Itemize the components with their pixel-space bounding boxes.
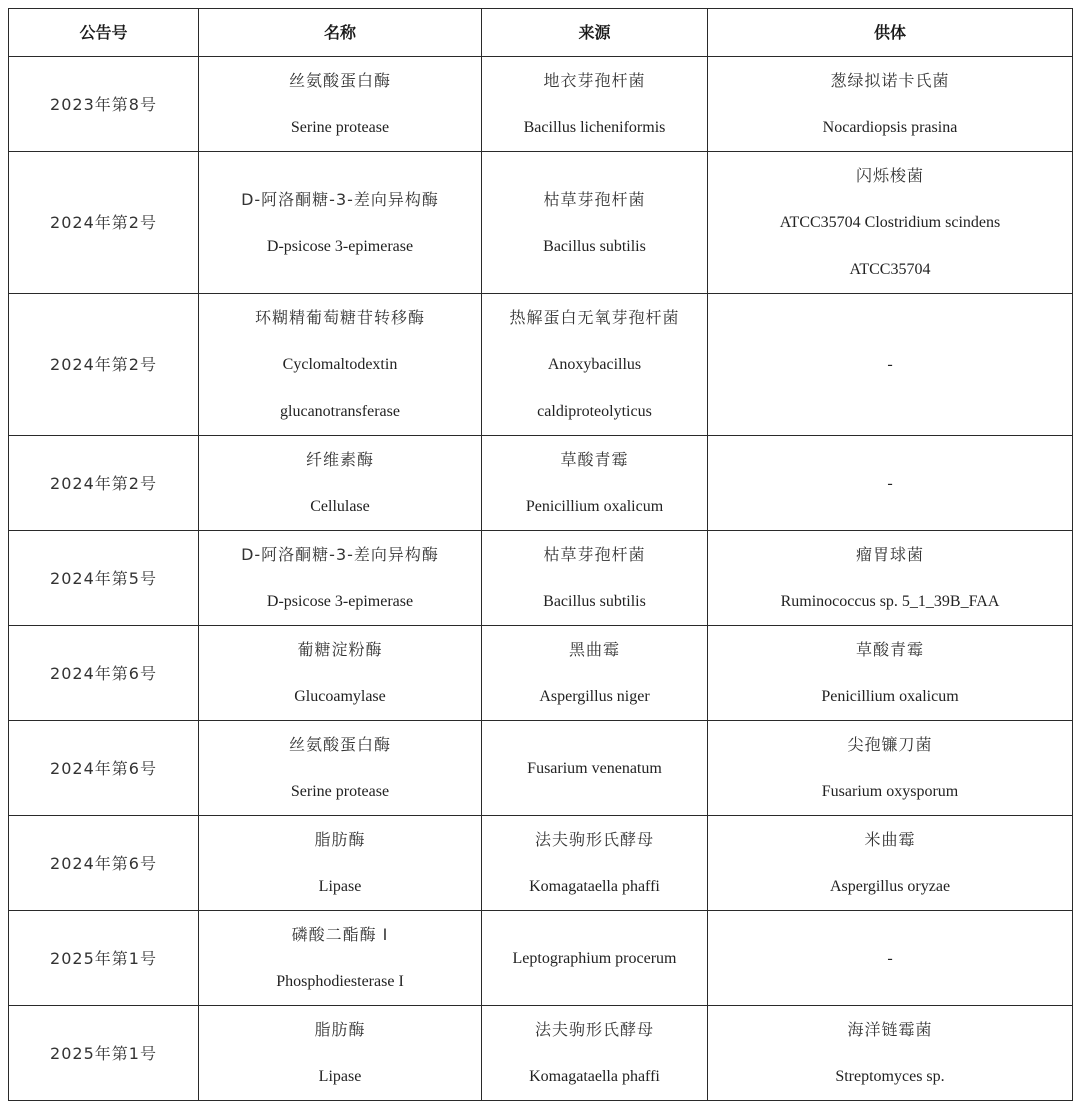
cell-announcement: 2024年第5号	[9, 531, 199, 626]
source-en-text: Bacillus subtilis	[543, 237, 646, 255]
table-row	[9, 626, 1073, 721]
cell-source	[482, 294, 708, 436]
source-cn-text: 法夫驹形氏酵母	[534, 1020, 654, 1039]
donor-cn-text: 草酸青霉	[855, 640, 924, 659]
table-row	[9, 816, 1073, 911]
donor-en-text: Nocardiopsis prasina	[822, 119, 958, 136]
cell-donor	[708, 816, 1073, 911]
cell-announcement: 2023年第8号	[9, 57, 199, 152]
table-row	[9, 911, 1073, 1006]
cell-name	[199, 57, 482, 152]
cell-donor	[708, 626, 1073, 721]
cell-source	[482, 152, 708, 294]
name-en-text: Cellulase	[310, 498, 370, 515]
source-en-text: Penicillium oxalicum	[525, 498, 664, 515]
cell-source	[482, 816, 708, 911]
name-cn-text: 纤维素酶	[305, 450, 374, 469]
donor-cn-text: 米曲霉	[864, 830, 916, 849]
cell-source	[482, 911, 708, 1006]
cell-name	[199, 436, 482, 531]
cell-donor	[708, 1006, 1073, 1101]
cell-name	[199, 911, 482, 1006]
name-cn-text: 丝氨酸蛋白酶	[288, 735, 391, 754]
name-cn-text: 脂肪酶	[314, 830, 366, 849]
name-en-text: Serine protease	[290, 119, 390, 136]
name-en-text: glucanotransferase	[280, 403, 400, 420]
name-cn-text: 环糊精葡萄糖苷转移酶	[254, 308, 425, 327]
donor-en-text: Penicillium oxalicum	[821, 688, 959, 705]
donor-en-text: Fusarium oxysporum	[821, 783, 959, 800]
cell-donor	[708, 531, 1073, 626]
cell-announcement: 2024年第2号	[9, 294, 199, 436]
name-cn-text: D-阿洛酮糖-3-差向异构酶	[241, 545, 439, 564]
donor-cn-text: 尖孢镰刀菌	[847, 735, 933, 754]
table-header	[9, 9, 1073, 57]
cell-name	[199, 1006, 482, 1101]
cell-announcement: 2024年第6号	[9, 626, 199, 721]
table-row	[9, 57, 1073, 152]
table-body	[9, 57, 1073, 1101]
source-cn-text: 地衣芽孢杆菌	[543, 71, 646, 90]
donor-en-text: -	[887, 949, 893, 967]
cell-donor	[708, 911, 1073, 1006]
cell-source	[482, 721, 708, 816]
donor-en-text: ATCC35704 Clostridium scindens	[779, 214, 1001, 231]
name-en-text: D-psicose 3-epimerase	[266, 237, 414, 255]
cell-name	[199, 626, 482, 721]
header-source: 来源	[482, 9, 708, 57]
donor-cn-text: 闪烁梭菌	[855, 166, 924, 185]
name-en-text: Cyclomaltodextin	[282, 356, 398, 373]
source-cn-text: 法夫驹形氏酵母	[534, 830, 654, 849]
donor-cn-text: 瘤胃球菌	[855, 545, 924, 564]
source-en-text: Aspergillus niger	[539, 688, 650, 705]
cell-donor	[708, 152, 1073, 294]
name-cn-text: D-阿洛酮糖-3-差向异构酶	[241, 189, 439, 209]
cell-announcement: 2025年第1号	[9, 1006, 199, 1101]
donor-en-text: -	[887, 474, 893, 492]
header-donor: 供体	[708, 9, 1073, 57]
cell-source	[482, 626, 708, 721]
cell-name	[199, 531, 482, 626]
cell-donor	[708, 436, 1073, 531]
source-cn-text: 草酸青霉	[560, 450, 629, 469]
donor-en-text: Aspergillus oryzae	[829, 878, 951, 895]
name-en-text: Lipase	[318, 1068, 362, 1085]
cell-name	[199, 294, 482, 436]
name-en-text: D-psicose 3-epimerase	[266, 593, 414, 610]
cell-source	[482, 1006, 708, 1101]
name-en-text: Phosphodiesterase I	[276, 973, 404, 990]
source-en-text: Bacillus subtilis	[543, 593, 646, 610]
source-en-text: Komagataella phaffi	[529, 1068, 660, 1085]
header-announcement: 公告号	[9, 9, 199, 57]
cell-name	[199, 816, 482, 911]
name-en-text: Serine protease	[290, 783, 390, 800]
source-cn-text: 枯草芽孢杆菌	[543, 545, 646, 564]
name-cn-text: 磷酸二酯酶 I	[291, 925, 389, 944]
donor-cn-text: 葱绿拟诺卡氏菌	[830, 71, 950, 90]
cell-announcement: 2024年第6号	[9, 816, 199, 911]
cell-donor	[708, 294, 1073, 436]
table-row	[9, 294, 1073, 436]
name-cn-text: 脂肪酶	[314, 1020, 366, 1039]
name-cn-text: 丝氨酸蛋白酶	[288, 71, 391, 90]
name-cn-text: 葡糖淀粉酶	[297, 640, 383, 659]
source-en-text: Leptographium procerum	[512, 949, 677, 967]
source-cn-text: 枯草芽孢杆菌	[543, 189, 646, 209]
source-cn-text: 黑曲霉	[568, 640, 620, 659]
cell-donor	[708, 721, 1073, 816]
donor-en-text: ATCC35704	[849, 261, 931, 278]
name-en-text: Glucoamylase	[294, 688, 386, 705]
table-row	[9, 152, 1073, 294]
enzyme-approval-table	[8, 8, 1073, 1101]
table-row	[9, 1006, 1073, 1101]
table-row	[9, 531, 1073, 626]
cell-name	[199, 721, 482, 816]
cell-donor	[708, 57, 1073, 152]
cell-source	[482, 531, 708, 626]
cell-name	[199, 152, 482, 294]
cell-announcement: 2025年第1号	[9, 911, 199, 1006]
donor-en-text: Streptomyces sp.	[835, 1068, 945, 1085]
donor-en-text: -	[887, 356, 893, 373]
donor-en-text: Ruminococcus sp. 5_1_39B_FAA	[780, 593, 1000, 610]
cell-announcement: 2024年第2号	[9, 436, 199, 531]
source-en-text: Bacillus licheniformis	[523, 119, 666, 136]
cell-source	[482, 57, 708, 152]
cell-announcement: 2024年第2号	[9, 152, 199, 294]
cell-announcement: 2024年第6号	[9, 721, 199, 816]
header-name: 名称	[199, 9, 482, 57]
source-en-text: Fusarium venenatum	[527, 759, 662, 777]
header-row	[9, 9, 1073, 57]
name-en-text: Lipase	[318, 878, 362, 895]
source-en-text: Komagataella phaffi	[529, 878, 660, 895]
source-en-text: caldiproteolyticus	[537, 403, 652, 420]
source-cn-text: 热解蛋白无氧芽孢杆菌	[509, 308, 680, 327]
table-row	[9, 436, 1073, 531]
donor-cn-text: 海洋链霉菌	[847, 1020, 933, 1039]
cell-source	[482, 436, 708, 531]
table-row	[9, 721, 1073, 816]
source-en-text: Anoxybacillus	[547, 356, 642, 373]
